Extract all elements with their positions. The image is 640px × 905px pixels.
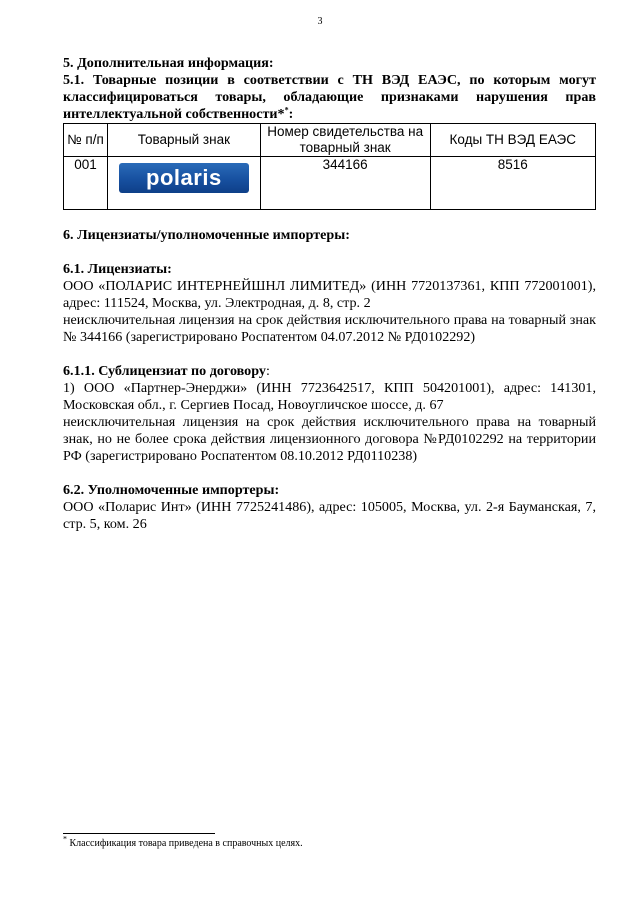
header-num: № п/п <box>64 124 108 157</box>
licensee-license: неисключительная лицензия на срок действия исключительного права на товарный знак № 344166 (зарегистрировано Роспатентом 04.07.2012 № РД0102292) <box>63 312 596 345</box>
licensees-heading: 6.1. Лицензиаты: <box>63 261 172 277</box>
cell-certificate: 344166 <box>260 157 430 210</box>
cell-trademark <box>107 157 260 210</box>
table-row <box>64 157 596 210</box>
cell-num: 001 <box>64 157 108 210</box>
sublicensee-heading <box>63 363 596 380</box>
section6-heading: 6. Лицензиаты/уполномоченные импортеры: <box>63 227 350 243</box>
section5-1-text: 5.1. Товарные позиции в соответствии с ТН ВЭД ЕАЭС, по которым могут классифицироваться товары, обладающие признаками нарушения прав интеллектуальной собственности* <box>63 72 596 122</box>
footnote <box>63 834 596 850</box>
header-codes: Коды ТН ВЭД ЕАЭС <box>430 124 595 157</box>
trademark-table <box>63 123 596 210</box>
footnote-ref: * <box>284 105 289 115</box>
importers-heading: 6.2. Уполномоченные импортеры: <box>63 482 280 498</box>
sublicensee-license: неисключительная лицензия на срок действия исключительного права на товарный знак, но не более срока действия лицензионного договора №РД0102292 на территории РФ (зарегистрировано Роспатентом 08.10.2012 РД0110238) <box>63 414 596 464</box>
footnote-mark: * <box>63 834 67 844</box>
sublicensee-heading-colon: : <box>265 363 270 379</box>
importer-address: ООО «Поларис Инт» (ИНН 7725241486), адрес: 105005, Москва, ул. 2-я Бауманская, 7, стр. 5, ком. 26 <box>63 499 596 532</box>
page-number: 3 <box>317 16 323 27</box>
section5-1-heading <box>63 72 596 123</box>
document-body <box>63 55 596 533</box>
header-trademark: Товарный знак <box>107 124 260 157</box>
footnote-text: Классификация товара приведена в справочных целях. <box>67 838 303 849</box>
cell-codes: 8516 <box>430 157 595 210</box>
footnote-divider <box>63 833 215 834</box>
polaris-logo: polaris <box>119 163 249 193</box>
header-certificate: Номер свидетельства на товарный знак <box>260 124 430 157</box>
sublicensee-heading-text: 6.1.1. Сублицензиат по договору <box>63 363 266 379</box>
sublicensee-address: 1) ООО «Партнер-Энерджи» (ИНН 7723642517, КПП 504201001), адрес: 141301, Московская обл., г. Сергиев Посад, Новоугличское шоссе, д. 67 <box>63 380 596 413</box>
licensee-address: ООО «ПОЛАРИС ИНТЕРНЕЙШНЛ ЛИМИТЕД» (ИНН 7720137361, КПП 772001001), адрес: 111524, Москва, ул. Электродная, д. 8, стр. 2 <box>63 278 596 311</box>
table-header-row <box>64 124 596 157</box>
section5-heading: 5. Дополнительная информация: <box>63 55 274 71</box>
section5-1-colon: : <box>288 106 294 122</box>
